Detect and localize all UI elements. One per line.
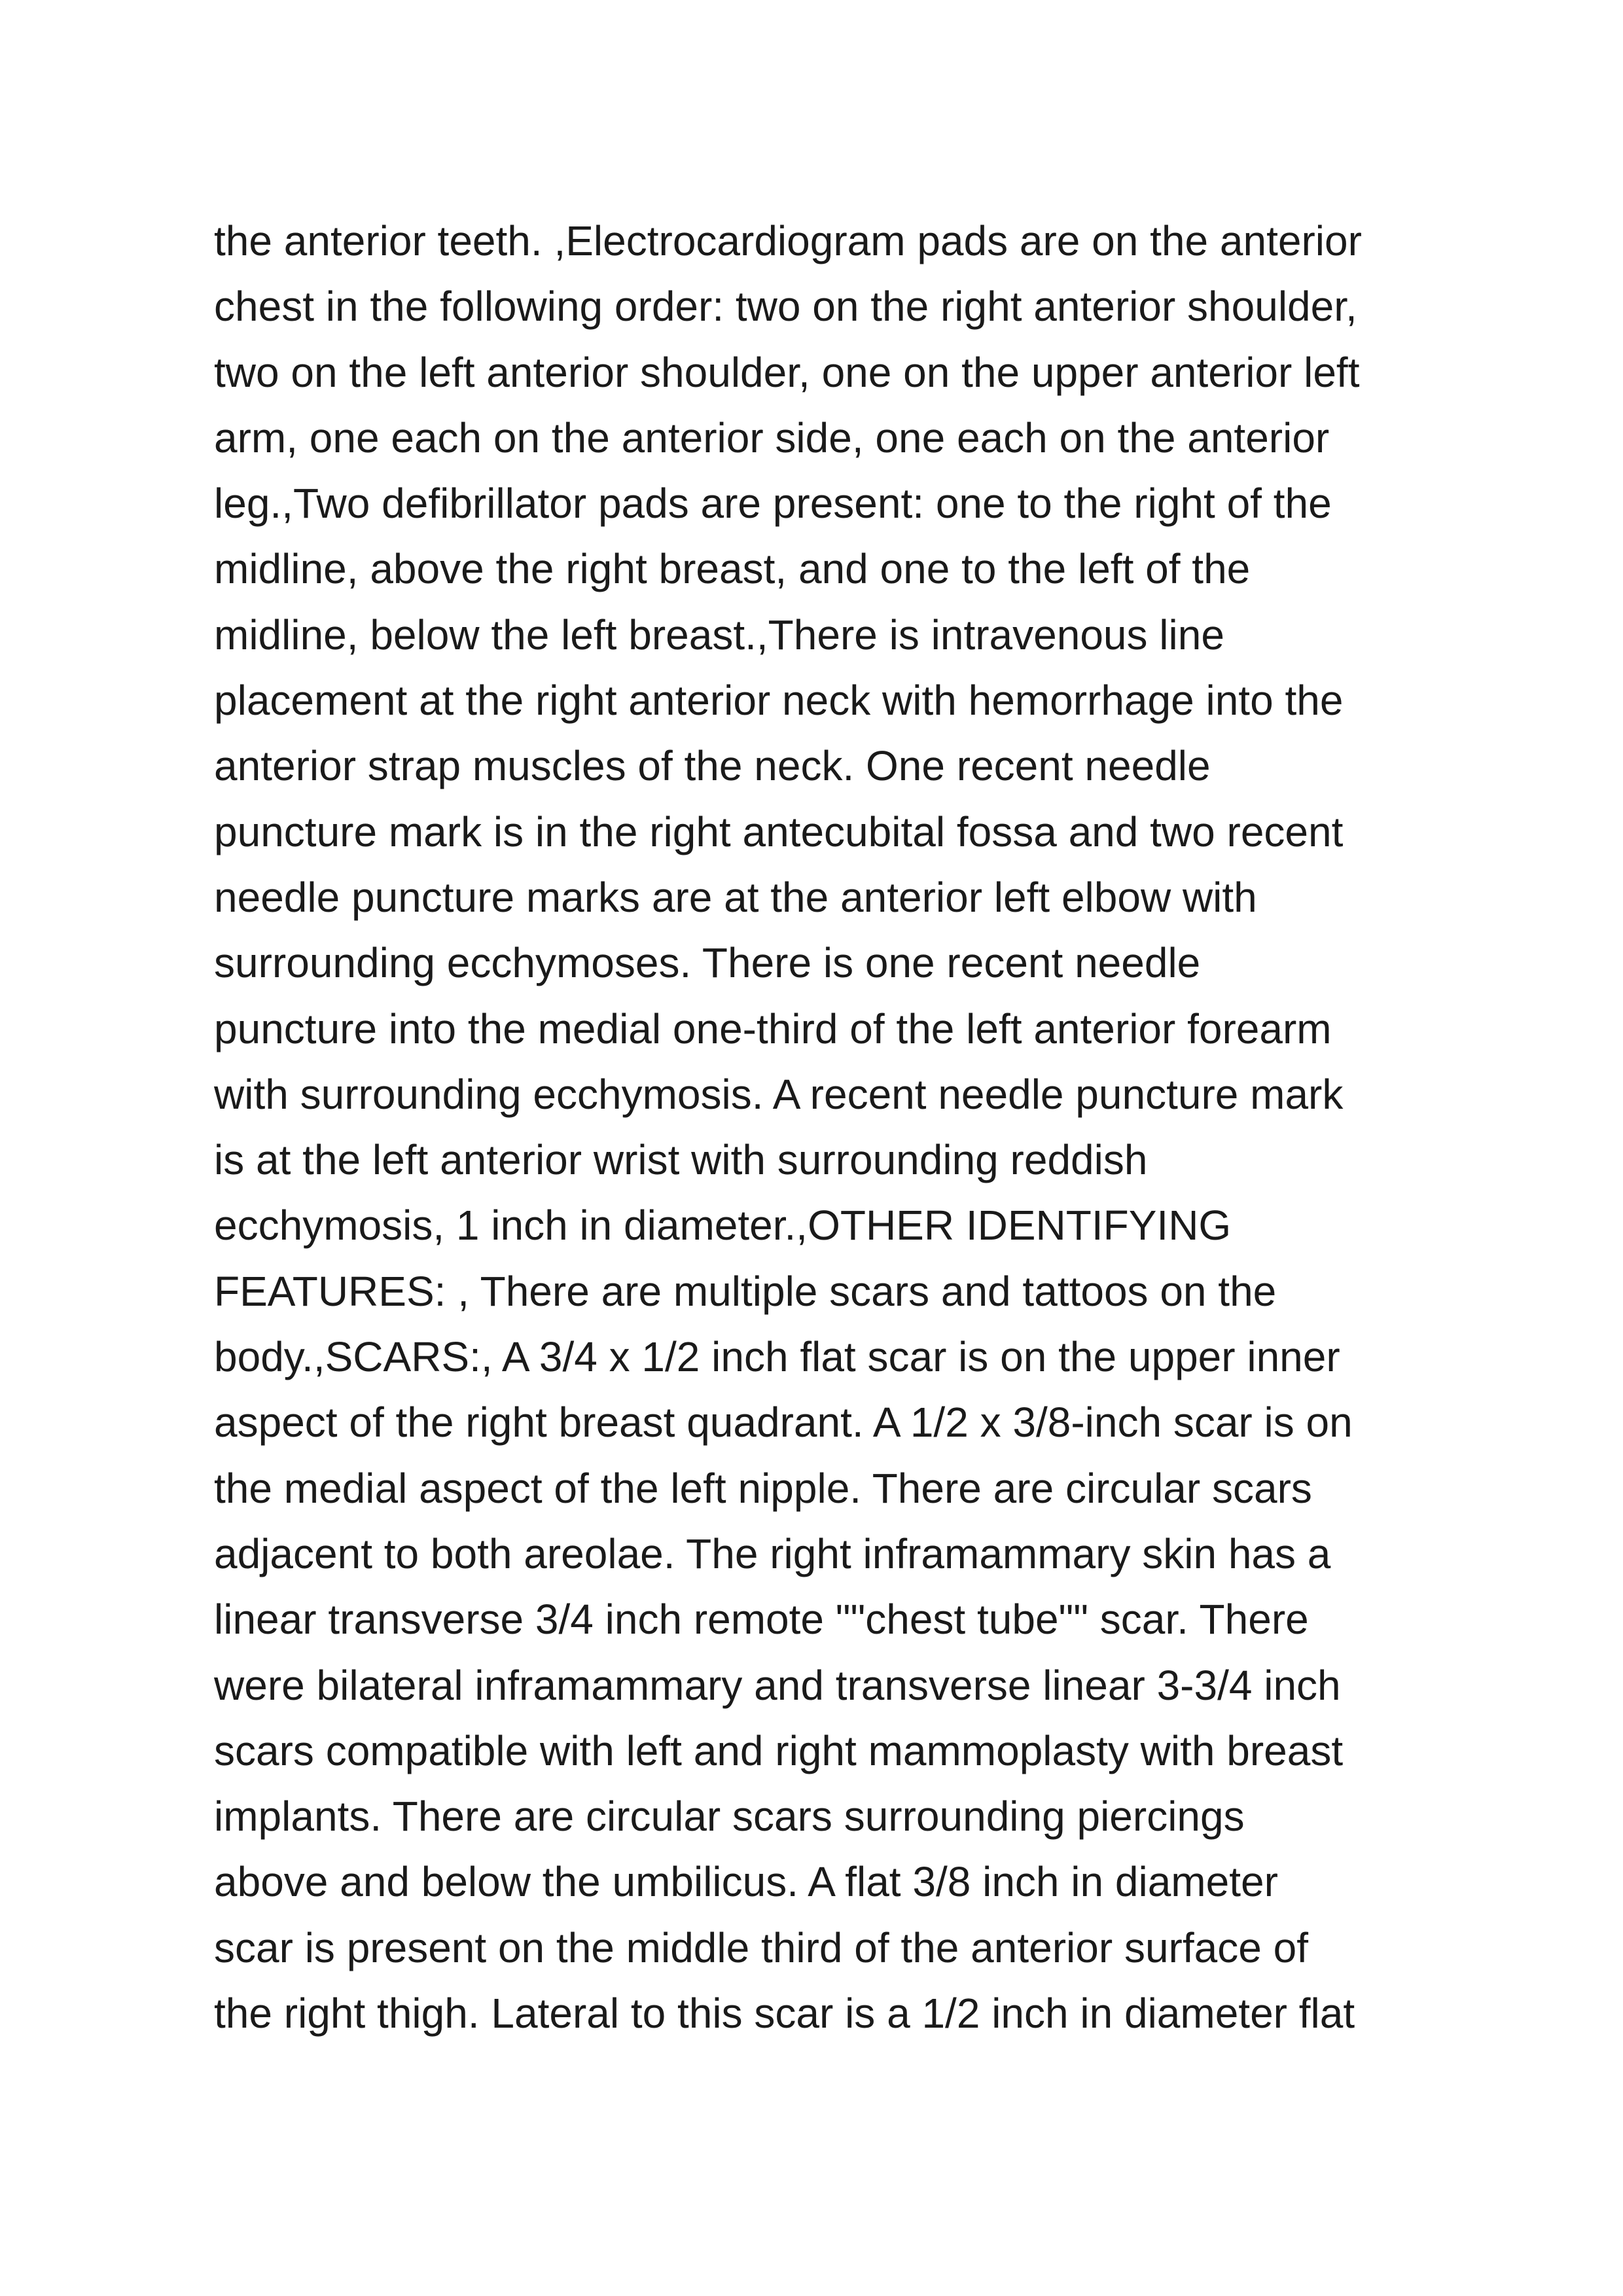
text-line-23: were bilateral inframammary and transverse linear 3-3/4 inch (214, 1661, 1341, 1709)
text-line-2: chest in the following order: two on the right anterior shoulder, (214, 283, 1357, 331)
text-line-11: needle puncture marks are at the anterior left elbow with (214, 873, 1257, 921)
text-line-12: surrounding ecchymoses. There is one recent needle (214, 939, 1201, 987)
text-line-20: the medial aspect of the left nipple. There are circular scars (214, 1464, 1312, 1512)
text-line-10: puncture mark is in the right antecubital fossa and two recent (214, 808, 1344, 855)
text-line-19: aspect of the right breast quadrant. A 1/2 x 3/8-inch scar is on (214, 1399, 1353, 1446)
text-line-4: arm, one each on the anterior side, one each on the anterior (214, 414, 1330, 461)
text-line-5: leg.,Two defibrillator pads are present: one to the right of the (214, 480, 1332, 528)
text-line-21: adjacent to both areolae. The right inframammary skin has a (214, 1530, 1331, 1577)
text-line-1: the anterior teeth. ,Electrocardiogram pads are on the anterior (214, 217, 1362, 264)
text-line-28: the right thigh. Lateral to this scar is a 1/2 inch in diameter flat (214, 1990, 1355, 2037)
text-line-25: implants. There are circular scars surrounding piercings (214, 1793, 1245, 1840)
text-line-6: midline, above the right breast, and one to the left of the (214, 545, 1251, 593)
text-line-16: ecchymosis, 1 inch in diameter.,OTHER IDENTIFYING (214, 1202, 1232, 1249)
text-line-27: scar is present on the middle third of the anterior surface of (214, 1924, 1308, 1971)
text-line-7: midline, below the left breast.,There is intravenous line (214, 611, 1224, 658)
text-line-8: placement at the right anterior neck with hemorrhage into the (214, 677, 1344, 725)
text-line-22: linear transverse 3/4 inch remote ""chest tube"" scar. There (214, 1596, 1309, 1643)
text-line-17: FEATURES: , There are multiple scars and tattoos on the (214, 1267, 1277, 1315)
text-line-13: puncture into the medial one-third of the left anterior forearm (214, 1005, 1332, 1052)
text-line-9: anterior strap muscles of the neck. One recent needle (214, 742, 1211, 790)
text-line-15: is at the left anterior wrist with surrounding reddish (214, 1136, 1148, 1184)
text-line-18: body.,SCARS:, A 3/4 x 1/2 inch flat scar is on the upper inner (214, 1333, 1340, 1381)
text-line-26: above and below the umbilicus. A flat 3/8 inch in diameter (214, 1858, 1278, 1906)
text-line-24: scars compatible with left and right mammoplasty with breast (214, 1727, 1344, 1774)
text-line-3: two on the left anterior shoulder, one on the upper anterior left (214, 348, 1360, 396)
body-text (214, 208, 1457, 2046)
text-line-14: with surrounding ecchymosis. A recent needle puncture mark (214, 1070, 1344, 1118)
